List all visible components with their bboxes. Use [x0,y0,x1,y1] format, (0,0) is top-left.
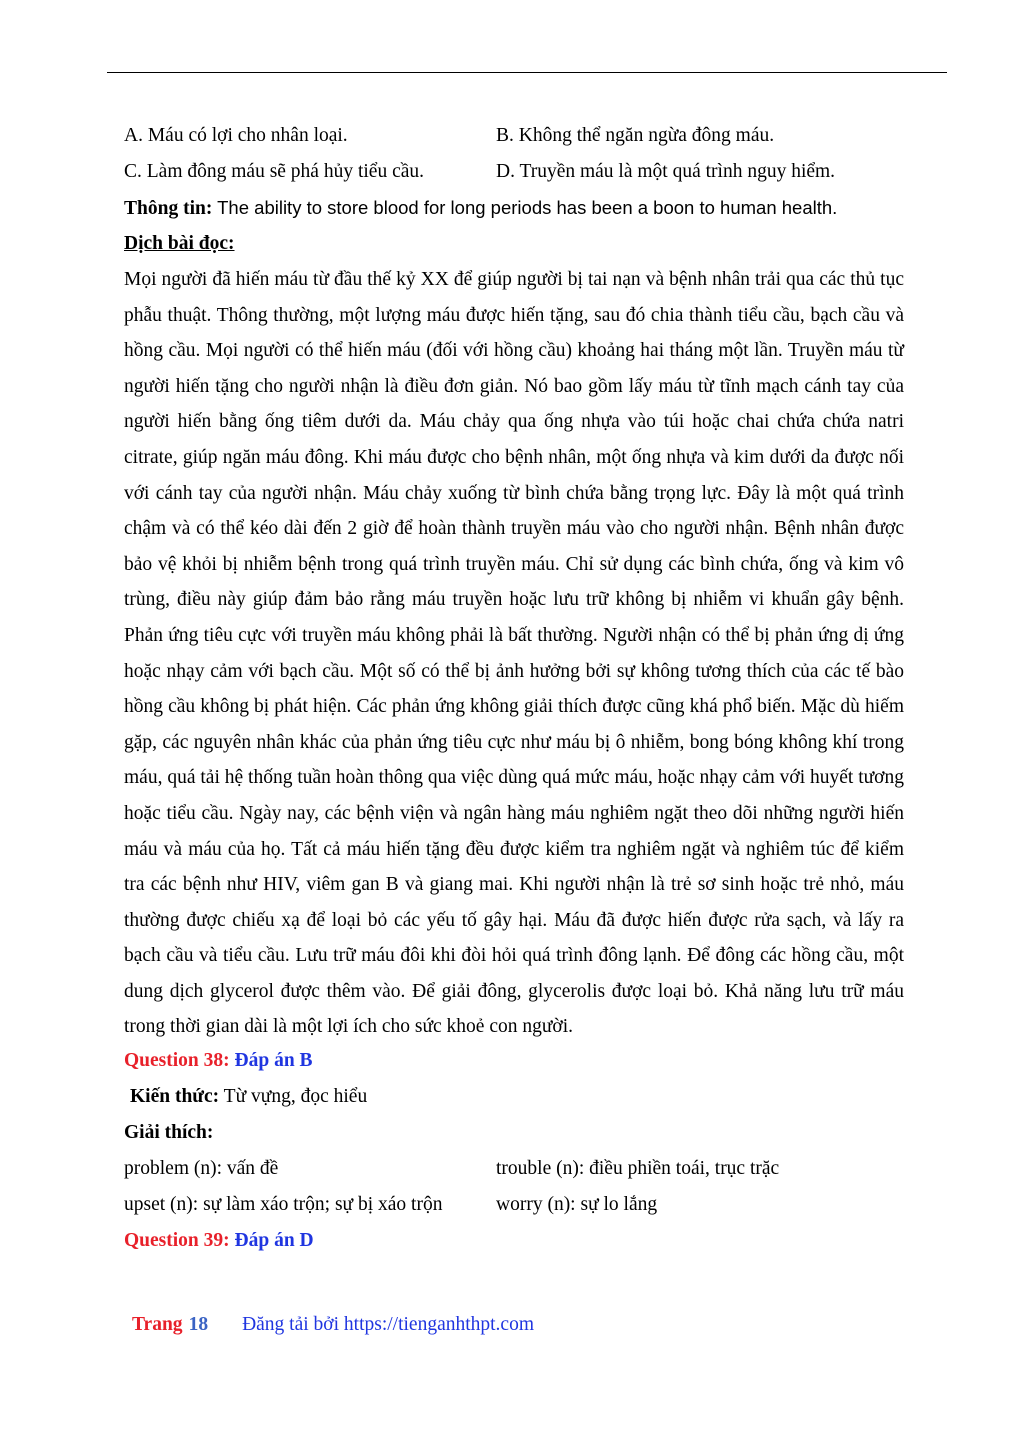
option-a: A. Máu có lợi cho nhân loại. [124,125,348,146]
footer-credit-link[interactable]: Đăng tải bởi https://tienganhthpt.com [242,1314,535,1335]
knowledge-line [124,1083,904,1119]
vocab-row-2 [124,1191,904,1227]
vocab-row-1 [124,1155,904,1191]
translation-heading-line [124,230,904,266]
explain-label: Giải thích: [124,1122,214,1144]
page-footer [132,1314,534,1336]
vocab-item: problem (n): vấn đề [124,1158,279,1180]
knowledge-label: Kiến thức: [130,1086,220,1108]
translation-heading: Dịch bài đọc: [124,233,235,254]
page-content [124,122,904,1263]
knowledge-text: Từ vựng, đọc hiểu [219,1086,368,1108]
options-row-2 [124,158,904,194]
option-c: C. Làm đông máu sẽ phá hủy tiểu cầu. [124,161,425,182]
info-label: Thông tin: [124,198,213,219]
page-label: Trang [132,1314,183,1335]
question-39-line [124,1227,904,1263]
page-number: 18 [188,1314,209,1335]
question-38-label: Question 38: [124,1050,230,1072]
question-38-line [124,1047,904,1083]
translation-body: Mọi người đã hiến máu từ đầu thế kỷ XX để giúp người bị tai nạn và bệnh nhân trải qua các thủ tục phẫu thuật. Thông thường, một lượng máu được hiến tặng, sau đó chia thành tiểu cầu, bạch cầu và hồng cầu. Mọi người có thể hiến máu (đối với hồng cầu) khoảng hai tháng một lần. Truyền máu từ người hiến tặng cho người nhận là điều đơn giản. Nó bao gồm lấy máu từ tĩnh mạch cánh tay của người hiến bằng ống tiêm dưới da. Máu chảy qua ống nhựa vào túi hoặc chai chứa chứa natri citrate, giúp ngăn máu đông. Khi máu được cho bệnh nhân, một ống nhựa và kim dưới da được nối với cánh tay của người nhận. Máu chảy xuống từ bình chứa bằng trọng lực. Đây là một quá trình chậm và có thể kéo dài đến 2 giờ để hoàn thành truyền máu vào cho người nhận. Bệnh nhân được bảo vệ khỏi bị nhiễm bệnh trong quá trình truyền máu. Chỉ sử dụng các bình chứa, ống và kim vô trùng, điều này giúp đảm bảo rằng máu truyền hoặc lưu trữ không bị nhiễm vi khuẩn gây bệnh. Phản ứng tiêu cực với truyền máu không phải là bất thường. Người nhận có thể bị phản ứng dị ứng hoặc nhạy cảm với bạch cầu. Một số có thể bị ảnh hưởng bởi sự không tương thích của các tế bào hồng cầu không bị phát hiện. Các phản ứng không giải thích được cũng khá phổ biến. Mặc dù hiếm gặp, các nguyên nhân khác của phản ứng tiêu cực như máu bị ô nhiễm, bong bóng không khí trong máu, quá tải hệ thống tuần hoàn thông qua việc dùng quá mức máu, hoặc nhạy cảm với huyết tương hoặc tiểu cầu. Ngày nay, các bệnh viện và ngân hàng máu nghiêm ngặt theo dõi những người hiến máu và máu của họ. Tất cả máu hiến tặng đều được kiểm tra nghiêm ngặt và nghiêm túc để kiểm tra các bệnh như HIV, viêm gan B và giang mai. Khi người nhận là trẻ sơ sinh hoặc trẻ nhỏ, máu thường được chiếu xạ để loại bỏ các yếu tố gây hại. Máu đã được hiến được rửa sạch, và lấy ra bạch cầu và tiểu cầu. Lưu trữ máu đôi khi đòi hỏi quá trình đông lạnh. Để đông các hồng cầu, một dung dịch glycerol được thêm vào. Để giải đông, glycerolis được loại bỏ. Khả năng lưu trữ máu trong thời gian dài là một lợi ích cho sức khoẻ con người. [124,269,904,1038]
vocab-item: trouble (n): điều phiền toái, trục trặc [496,1158,780,1180]
vocab-item: worry (n): sự lo lắng [496,1194,658,1216]
explain-line [124,1119,904,1155]
info-line [124,194,904,230]
options-row-1 [124,122,904,158]
vocab-item: upset (n): sự làm xáo trộn; sự bị xáo trộn [124,1194,443,1216]
info-text: The ability to store blood for long periods has been a boon to human health. [212,197,838,218]
question-38-answer: Đáp án B [234,1050,313,1072]
header-rule [107,72,947,73]
option-d: D. Truyền máu là một quá trình nguy hiểm. [496,161,836,182]
option-b: B. Không thể ngăn ngừa đông máu. [496,125,775,146]
question-39-answer: Đáp án D [234,1230,314,1252]
question-39-label: Question 39: [124,1230,230,1252]
